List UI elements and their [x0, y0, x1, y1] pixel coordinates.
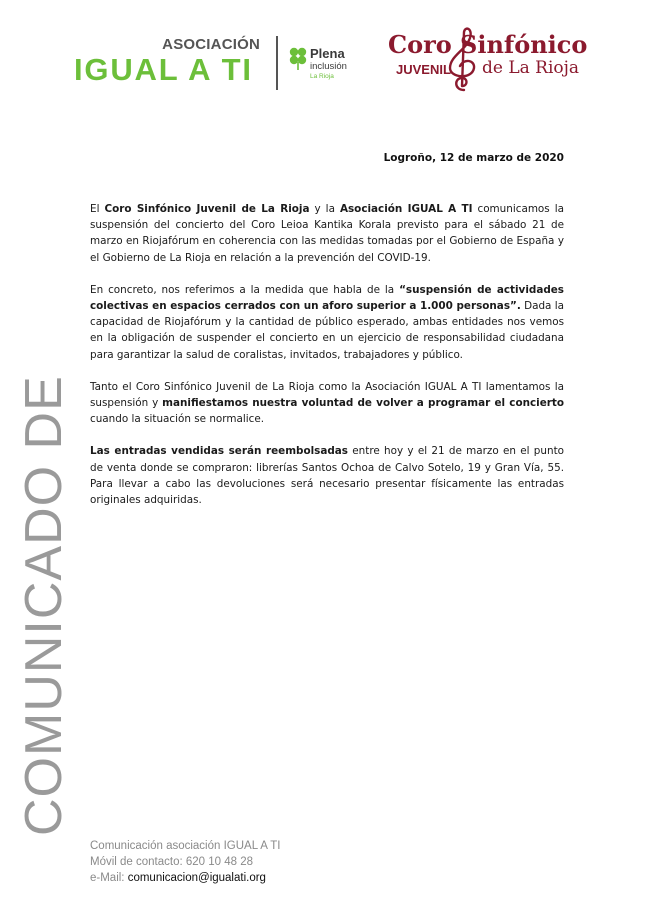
footer-email-line: e-Mail: comunicacion@igualati.org — [90, 872, 266, 884]
plena-text: Plena — [310, 46, 345, 61]
paragraph-2: En concreto, nos referimos a la medida que habla de la “suspensión de actividades colectivas en espacios cerrados con un aforo superior a 1.000 personas”. Dada la capacidad de Riojafórum y la cantidad de público esperado, ambas entidades nos vemos en la obligación de suspender el concierto en un ejercicio de responsabilidad ciudadana para garantizar la salud de coralistas, invitados, trabajadores y público. — [90, 283, 564, 361]
vertical-title: COMUNICADO DE — [15, 375, 73, 836]
logo-igual-text: IGUAL A TI — [74, 52, 253, 87]
press-release-body — [90, 201, 564, 524]
juvenil-text: JUVENIL — [396, 62, 451, 77]
footer-phone-line: Móvil de contacto: 620 10 48 28 — [90, 856, 254, 868]
document-date: Logroño, 12 de marzo de 2020 — [383, 152, 564, 164]
logo-divider — [276, 36, 278, 90]
contact-footer — [90, 838, 281, 886]
clover-icon — [288, 46, 308, 72]
email-link[interactable]: comunicacion@igualati.org — [127, 872, 266, 884]
sinfonico-text: Sinfónico — [460, 30, 588, 59]
coro-text: Coro — [388, 30, 452, 59]
logo-asociacion-text: ASOCIACIÓN — [162, 36, 260, 53]
de-la-rioja-text: de La Rioja — [482, 58, 580, 78]
paragraph-1: El Coro Sinfónico Juvenil de La Rioja y la Asociación IGUAL A TI comunicamos la suspensión del concierto del Coro Leioa Kantika Korala previsto para el sábado 21 de marzo en Riojafórum en coherencia con las medidas tomadas por el Gobierno de España y el Gobierno de La Rioja en relación a la prevención del COVID-19. — [90, 203, 564, 264]
plena-inclusion-logo — [286, 42, 366, 86]
paragraph-4: Las entradas vendidas serán reembolsadas entre hoy y el 21 de marzo en el punto de venta donde se compraron: librerías Santos Ochoa de Calvo Sotelo, 19 y Gran Vía, 55. Para llevar a cabo las devoluciones será necesario presentar físicamente las entradas originales adquiridas. — [90, 445, 564, 507]
inclusion-text: inclusión — [310, 61, 347, 72]
header — [0, 0, 648, 110]
footer-org-line: Comunicación asociación IGUAL A TI — [90, 840, 281, 852]
paragraph-3: Tanto el Coro Sinfónico Juvenil de La Rioja como la Asociación IGUAL A TI lamentamos la suspensión y manifiestamos nuestra voluntad de volver a programar el concierto cuando la situación se normalice. — [90, 380, 564, 426]
igual-a-ti-logo — [72, 34, 260, 90]
coro-sinfonico-logo — [386, 26, 586, 94]
la-rioja-text: La Rioja — [310, 73, 334, 80]
